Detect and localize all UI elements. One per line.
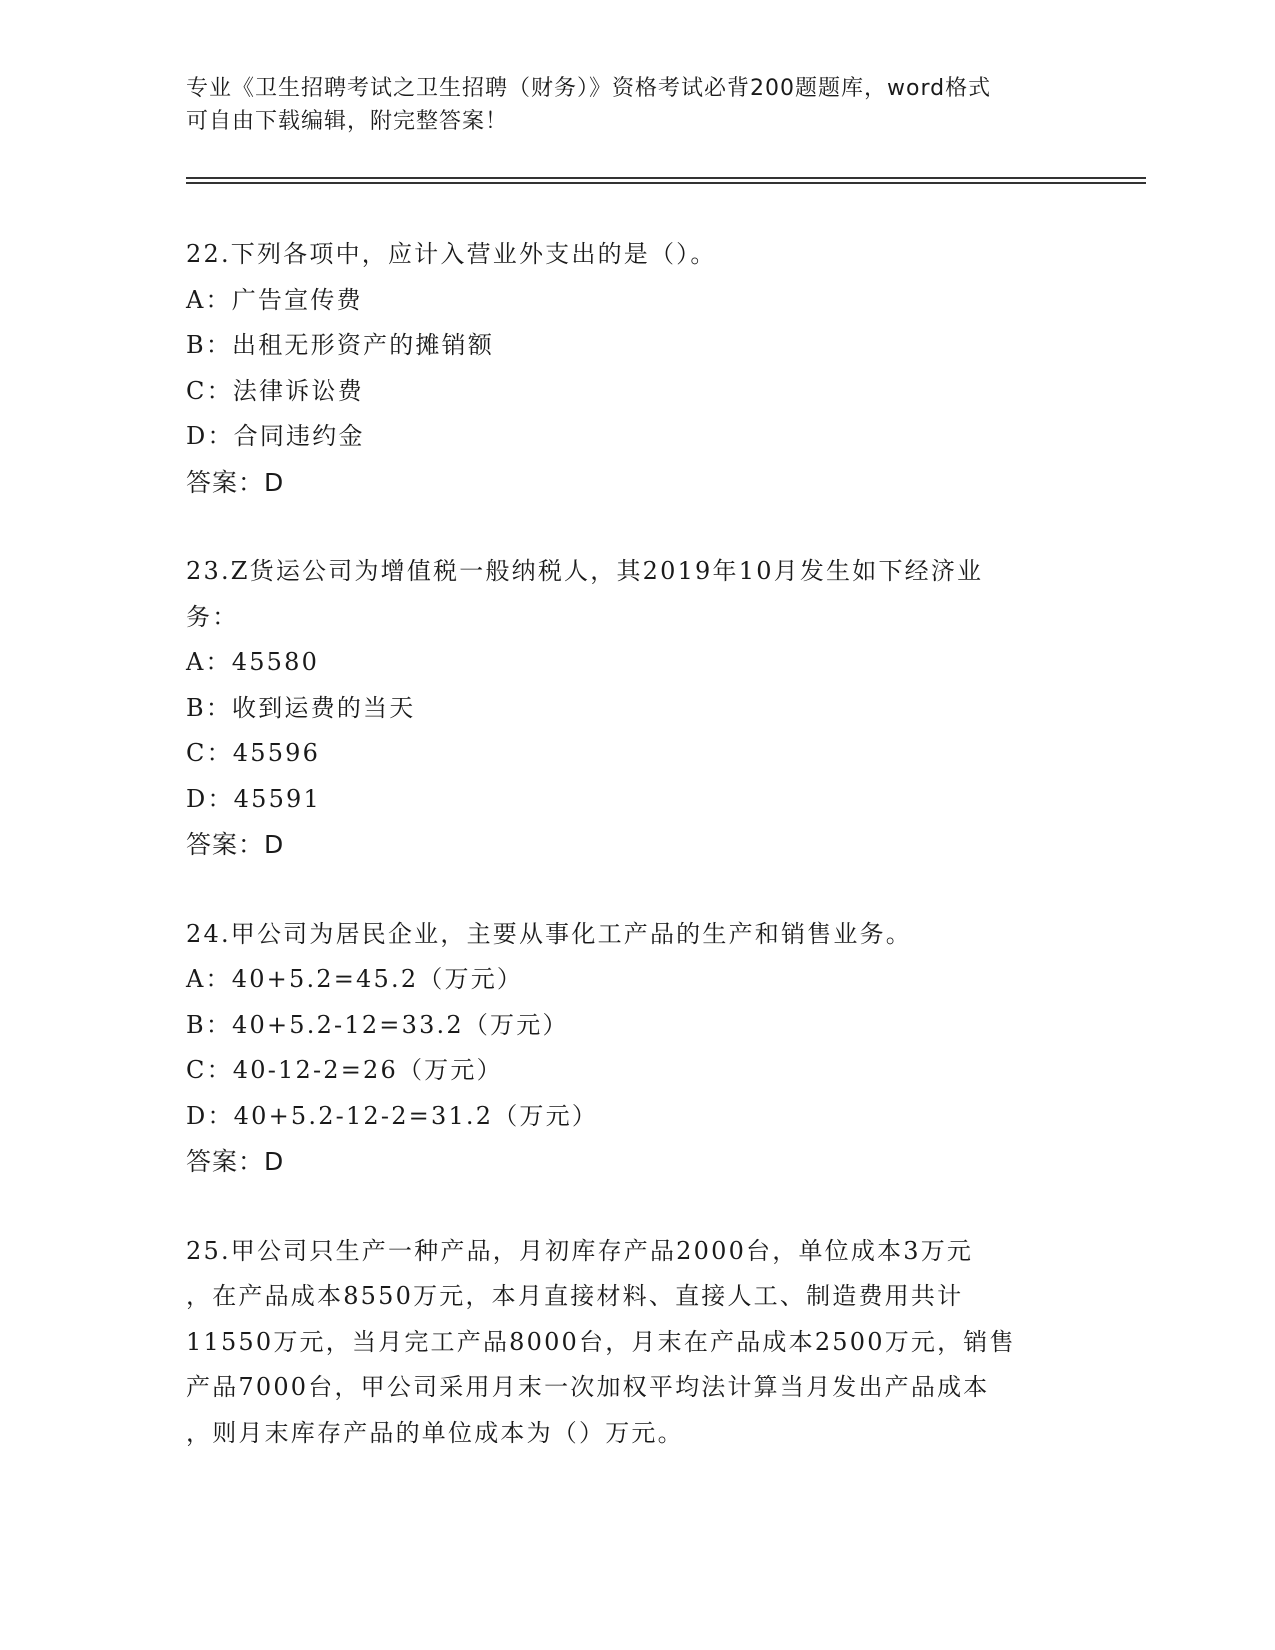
question-stem: 25.甲公司只生产一种产品，月初库存产品2000台，单位成本3万元 [186,1236,974,1265]
answer: 答案：D [186,467,285,497]
header-divider-top [186,177,1146,179]
answer: 答案：D [186,1147,285,1176]
option-d: D：合同违约金 [186,422,365,450]
option-b: B：出租无形资产的摊销额 [186,331,495,359]
question-22 [186,232,1086,505]
answer: 答案：D [186,830,285,859]
question-23 [186,549,1086,868]
question-stem-continued: ，则月末库存产品的单位成本为（）万元。 [186,1418,684,1447]
option-b: B：收到运费的当天 [186,693,416,722]
question-25 [186,1229,1086,1457]
option-d: D：45591 [186,784,321,813]
question-stem-continued: 11550万元，当月完工产品8000台，月末在产品成本2500万元，销售 [186,1327,1016,1356]
header-divider-bottom [186,182,1146,184]
question-stem: 24.甲公司为居民企业，主要从事化工产品的生产和销售业务。 [186,919,912,948]
option-d: D：40+5.2-12-2=31.2（万元） [186,1101,599,1130]
question-stem-continued: ，在产品成本8550万元，本月直接材料、直接人工、制造费用共计 [186,1282,964,1310]
question-stem-continued: 产品7000台，甲公司采用月末一次加权平均法计算当月发出产品成本 [186,1373,990,1401]
header-line-1: 专业《卫生招聘考试之卫生招聘（财务）》资格考试必背200题题库，word格式 [186,76,992,101]
option-c: C：40-12-2=26（万元） [186,1056,503,1084]
question-list [186,232,1086,1500]
option-b: B：40+5.2-12=33.2（万元） [186,1010,569,1039]
option-c: C：法律诉讼费 [186,376,364,405]
document-header [186,72,1086,138]
question-stem: 23.Z货运公司为增值税一般纳税人，其2019年10月发生如下经济业 [186,557,984,585]
option-a: A：广告宣传费 [186,285,363,314]
question-stem: 22.下列各项中，应计入营业外支出的是（）。 [186,240,717,268]
option-a: A：45580 [186,648,320,676]
question-24 [186,912,1086,1185]
header-line-2: 可自由下载编辑，附完整答案！ [186,109,509,134]
option-a: A：40+5.2=45.2（万元） [186,965,524,993]
question-stem-continued: 务： [186,602,239,631]
option-c: C：45596 [186,739,321,767]
